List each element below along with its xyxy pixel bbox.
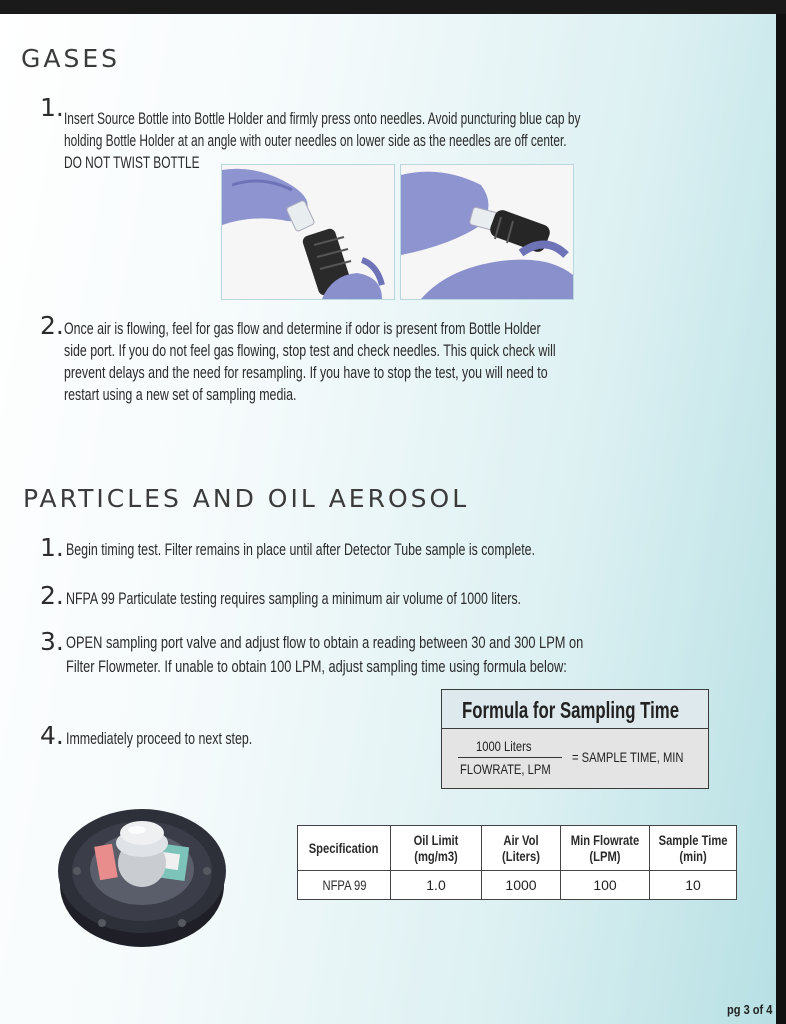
photo-bottle-insert-1 — [221, 164, 395, 300]
table-header-cell — [391, 826, 482, 871]
step-text-line: holding Bottle Holder at an angle with outer needles on lower side as the needles are off center. — [64, 131, 567, 150]
photo-bottle-insert-2 — [400, 164, 574, 300]
table-header-cell — [298, 826, 391, 871]
section-title-particles: PARTICLES AND OIL AEROSOL — [23, 484, 470, 513]
header-line: Min Flowrate — [570, 832, 640, 848]
table-header-cell — [561, 826, 650, 871]
spec-table — [297, 825, 737, 900]
step-number: 3. — [40, 627, 64, 656]
manual-page — [0, 14, 776, 1024]
table-header-cell — [650, 826, 737, 871]
table-cell: 100 — [561, 871, 650, 900]
step-number: 1. — [40, 533, 64, 562]
table-header-row — [298, 826, 737, 871]
step-text-line: Once air is flowing, feel for gas flow and determine if odor is present from Bottle Holder — [64, 319, 541, 338]
page-number: pg 3 of 4 — [727, 1002, 773, 1017]
header-line: Air Vol — [503, 832, 539, 848]
page-edge — [776, 14, 786, 1024]
formula-box — [441, 689, 709, 789]
step-text-line: Filter Flowmeter. If unable to obtain 100 LPM, adjust sampling time using formula below: — [66, 657, 567, 676]
step-text-line: OPEN sampling port valve and adjust flow to obtain a reading between 30 and 300 LPM on — [66, 633, 584, 652]
table-cell: 1000 — [482, 871, 561, 900]
step-number: 4. — [40, 721, 64, 750]
table-cell: 10 — [650, 871, 737, 900]
formula-title-bar — [442, 690, 708, 729]
step-text-line: Insert Source Bottle into Bottle Holder and firmly press onto needles. Avoid puncturing blue cap by — [64, 109, 581, 128]
header-line: (Liters) — [502, 848, 540, 864]
step-text-line: side port. If you do not feel gas flowing, stop test and check needles. This quick check will — [64, 341, 556, 360]
formula-numerator: 1000 Liters — [476, 738, 532, 754]
header-line: Sample Time — [658, 832, 728, 848]
header-line: (mg/m3) — [414, 848, 458, 864]
header-line: Oil Limit — [413, 832, 459, 848]
header-line: (min) — [679, 848, 707, 864]
step-number: 2. — [40, 311, 64, 340]
step-text-line: DO NOT TWIST BOTTLE — [64, 153, 200, 172]
fraction-bar — [458, 757, 562, 758]
step-text-line: prevent delays and the need for resampling. If you have to stop the test, you will need to — [64, 363, 548, 382]
step-number: 1. — [40, 93, 64, 122]
header-line: (LPM) — [589, 848, 621, 864]
step-number: 2. — [40, 581, 64, 610]
formula-result: = SAMPLE TIME, MIN — [572, 749, 684, 765]
section-title-gases: GASES — [21, 44, 121, 73]
table-cell: 1.0 — [391, 871, 482, 900]
table-cell: NFPA 99 — [298, 871, 391, 900]
table-header-cell — [482, 826, 561, 871]
step-text-line: Begin timing test. Filter remains in place until after Detector Tube sample is complete. — [66, 540, 536, 559]
formula-title: Formula for Sampling Time — [462, 697, 680, 723]
formula-denominator: FLOWRATE, LPM — [460, 761, 551, 777]
step-text-line: Immediately proceed to next step. — [66, 729, 253, 748]
header-line: Specification — [309, 840, 379, 856]
bottle-holder-image — [57, 793, 227, 953]
step-text-line: restart using a new set of sampling media. — [64, 385, 297, 404]
table-row — [298, 871, 737, 900]
step-text-line: NFPA 99 Particulate testing requires sampling a minimum air volume of 1000 liters. — [66, 589, 522, 608]
